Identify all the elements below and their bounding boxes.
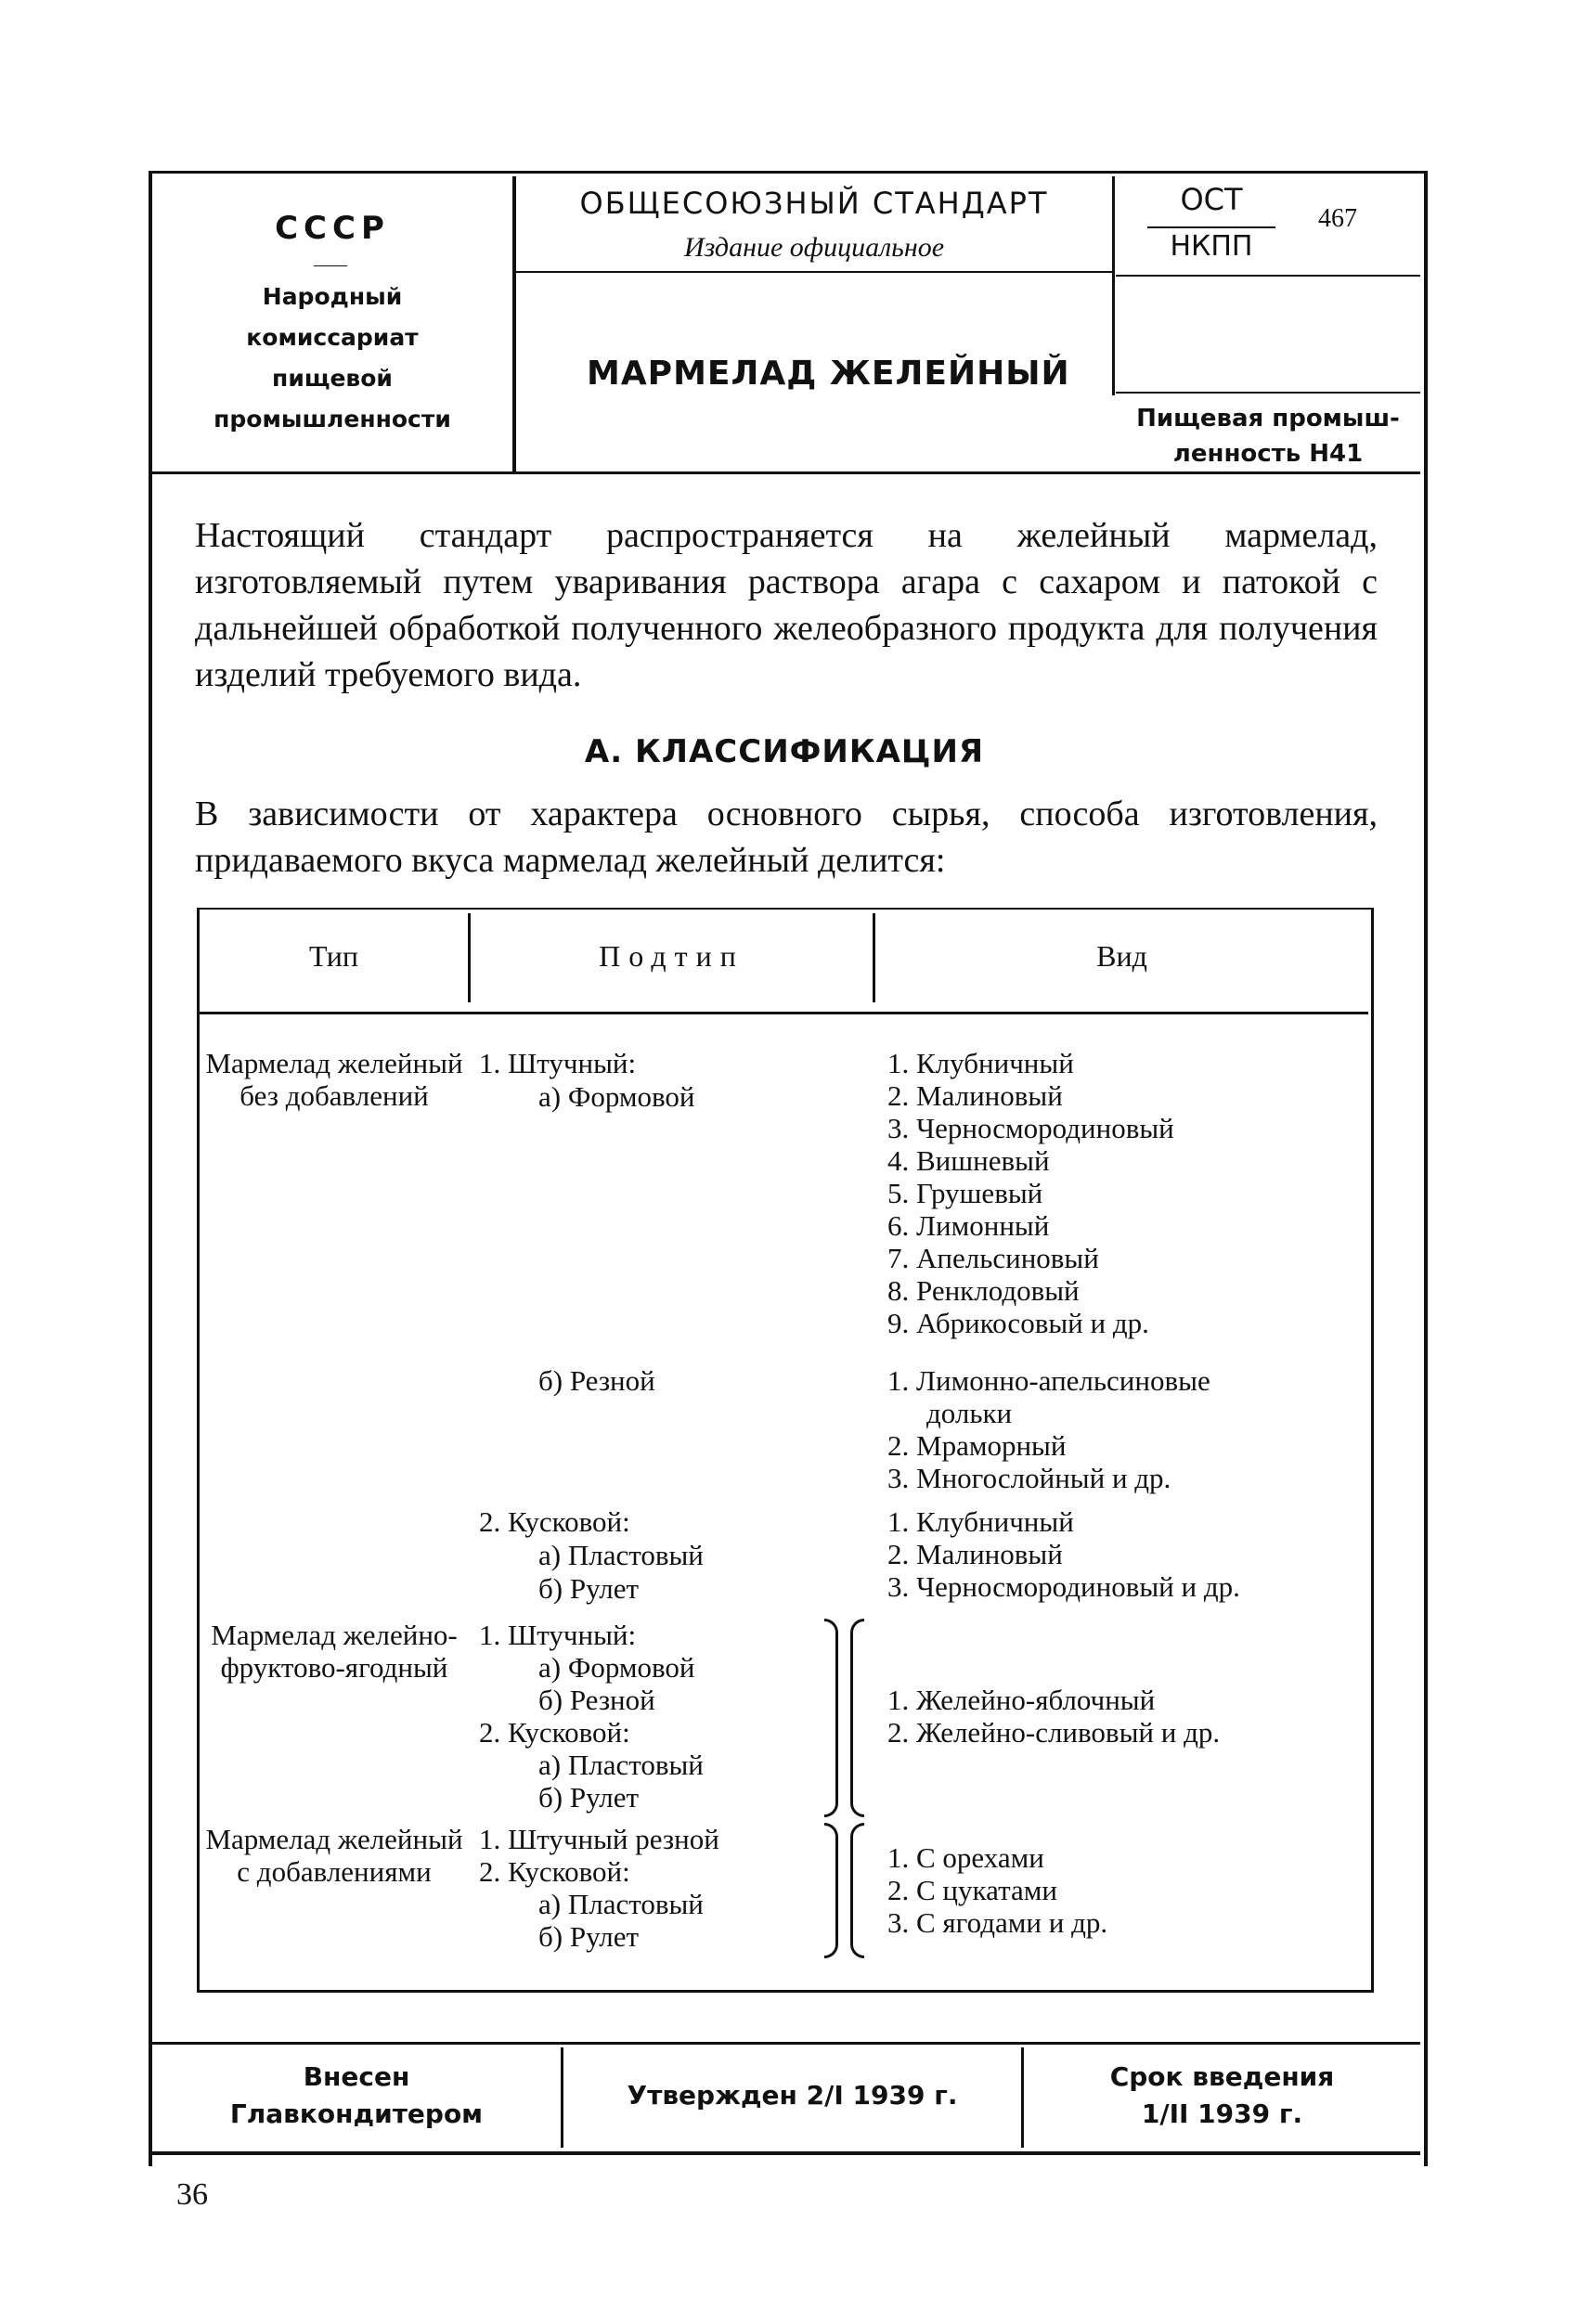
ministry-line: Народный	[262, 283, 403, 310]
footer-line: Главкондитером	[229, 2098, 484, 2129]
subtype-cell: б) Рулет	[538, 1572, 640, 1605]
kind-item: 5. Грушевый	[887, 1177, 1043, 1209]
subtype-item: б) Рулет	[538, 1920, 640, 1953]
header-divider-right	[1112, 176, 1115, 395]
page-number: 36	[176, 2177, 208, 2212]
industry-line: ленность Н41	[1172, 440, 1364, 468]
header-rule-industry	[1116, 392, 1420, 394]
industry-code	[1116, 401, 1420, 471]
footer-line: Внесен	[303, 2061, 410, 2092]
type-cell: Мармелад желейный с добавлениями	[205, 1823, 463, 1888]
subtype-item: а) Пластовый	[538, 1888, 704, 1920]
kind-list	[887, 1505, 1240, 1603]
ministry-name	[152, 277, 512, 440]
kind-item: 3. Черносмородиновый	[887, 1112, 1174, 1144]
product-title: МАРМЕЛАД ЖЕЛЕЙНЫЙ	[587, 355, 1070, 393]
type-cell: Мармелад желейный без добавлений	[205, 1047, 463, 1112]
subtype-cell: б) Резной	[538, 1364, 655, 1397]
kind-item: 9. Абрикосовый и др.	[887, 1307, 1149, 1339]
ost-fraction-line	[1147, 226, 1275, 228]
subtype-item: а) Пластовый	[538, 1749, 704, 1781]
kind-item: 6. Лимонный	[887, 1209, 1050, 1242]
footer-line: Срок введения	[1109, 2061, 1335, 2092]
grouping-brace	[850, 1619, 864, 1817]
kind-item: 1. Клубничный	[887, 1505, 1074, 1538]
subtype-item: а) Формовой	[538, 1651, 695, 1684]
kind-item: 2. Малиновый	[887, 1538, 1063, 1570]
header-rule-middle	[516, 271, 1112, 273]
subtype-list	[479, 1619, 704, 1814]
subtype-item: 2. Кусковой:	[479, 1855, 630, 1888]
footer-top-rule	[152, 2042, 1420, 2045]
subtype-item: 2. Кусковой:	[479, 1716, 630, 1749]
kind-item: 2. Желейно-сливовый и др.	[887, 1716, 1221, 1749]
kind-item: дольки	[926, 1397, 1013, 1429]
header-bottom-rule	[152, 471, 1420, 474]
type-cell: Мармелад желейно-фруктово-ягодный	[211, 1619, 458, 1684]
subtype-cell: 1. Штучный:	[479, 1047, 637, 1079]
kind-item: 3. С ягодами и др.	[887, 1906, 1108, 1939]
standard-subtitle: Издание официальное	[683, 232, 945, 263]
footer-approved: Утвержден 2/I 1939 г.	[627, 2080, 958, 2111]
classification-intro: В зависимости от характера основного сырья, способа изготовления, придаваемого вкуса мармелад желейный делится:	[195, 794, 1378, 880]
standard-title: ОБЩЕСОЮЗНЫЙ СТАНДАРТ	[579, 186, 1049, 221]
subtype-item: 1. Штучный резной	[479, 1823, 719, 1855]
kind-item: 2. С цукатами	[887, 1874, 1057, 1906]
subtype-item: б) Рулет	[538, 1781, 640, 1814]
standard-number: 467	[1318, 204, 1357, 233]
ministry-line: комиссариат	[246, 324, 419, 351]
kind-item: 3. Многослойный и др.	[887, 1462, 1171, 1494]
kind-item: 2. Малиновый	[887, 1079, 1063, 1112]
country-underline	[314, 265, 347, 266]
country-label: СССР	[275, 210, 390, 247]
header-kind: Вид	[1096, 939, 1147, 973]
kind-item: 1. Лимонно-апельсиновые	[887, 1364, 1210, 1397]
header-rule-right	[1116, 275, 1420, 277]
kind-item: 1. С орехами	[887, 1841, 1044, 1874]
kind-list	[887, 1364, 1210, 1494]
kind-item: 1. Клубничный	[887, 1047, 1074, 1079]
header-subtype: Подтип	[599, 939, 744, 973]
section-title: А. КЛАССИФИКАЦИЯ	[584, 733, 985, 770]
kind-item: 3. Черносмородиновый и др.	[887, 1570, 1240, 1603]
kind-list	[887, 1841, 1107, 1939]
nkpp-label: НКПП	[1170, 230, 1253, 263]
ministry-line: промышленности	[214, 406, 451, 433]
grouping-brace	[850, 1823, 864, 1958]
kind-item: 2. Мраморный	[887, 1429, 1067, 1462]
grouping-brace	[824, 1619, 838, 1817]
kind-list	[887, 1047, 1174, 1339]
footer-bottom-rule	[152, 2151, 1420, 2155]
footer-introduced	[152, 2059, 561, 2133]
subtype-cell: а) Формовой	[538, 1080, 695, 1113]
kind-item: 8. Ренклодовый	[887, 1274, 1080, 1307]
subtype-list	[479, 1823, 719, 1953]
ost-label: ОСТ	[1180, 182, 1243, 217]
ministry-line: пищевой	[272, 365, 393, 392]
subtype-cell: 2. Кусковой:	[479, 1505, 630, 1538]
scope-paragraph: Настоящий стандарт распространяется на желейный мармелад, изготовляемый путем уваривания раствора агара с сахаром и патокой с дальнейшей обработкой полученного желеобразного продукта для получения изделий требуемого вида.	[195, 516, 1378, 694]
industry-line: Пищевая промыш-	[1136, 405, 1400, 433]
kind-item: 1. Желейно-яблочный	[887, 1684, 1156, 1716]
kind-item: 4. Вишневый	[887, 1144, 1050, 1177]
footer-effective	[1024, 2059, 1420, 2133]
frame-top-rule	[149, 171, 1424, 174]
subtype-item: б) Резной	[538, 1684, 655, 1716]
table-header-rule	[200, 1012, 1368, 1014]
header-type: Тип	[309, 939, 358, 973]
subtype-item: 1. Штучный:	[479, 1619, 637, 1651]
grouping-brace	[824, 1823, 838, 1958]
kind-item: 7. Апельсиновый	[887, 1242, 1099, 1274]
subtype-cell: а) Пластовый	[538, 1539, 704, 1571]
kind-list	[887, 1684, 1220, 1749]
footer-line: 1/II 1939 г.	[1141, 2098, 1303, 2129]
